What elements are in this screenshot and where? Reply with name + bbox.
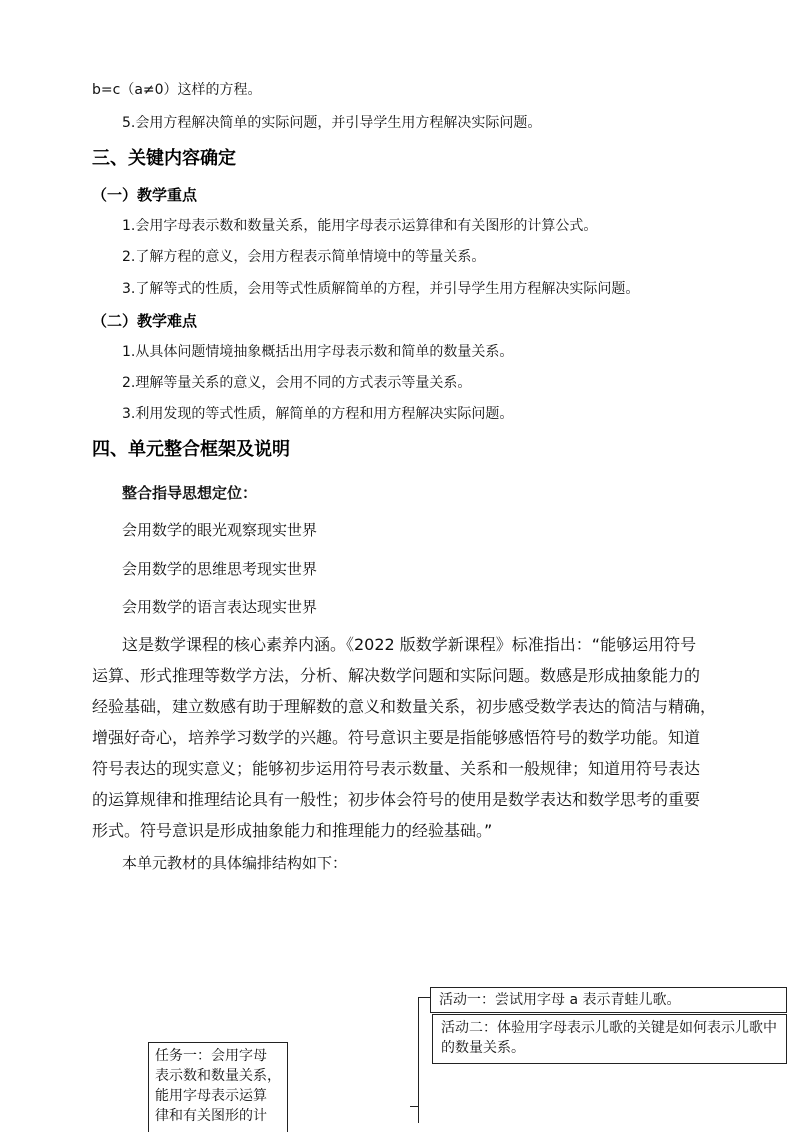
- structure-intro: 本单元教材的具体编排结构如下：: [122, 854, 348, 872]
- key-point-3: 3.了解等式的性质，会用等式性质解简单的方程，并引导学生用方程解决实际问题。: [122, 281, 640, 297]
- task-1-line: 表示数和数量关系，: [155, 1068, 281, 1084]
- guide-item-3: 会用数学的语言表达现实世界: [122, 598, 318, 616]
- task-1-line: 能用字母表示运算: [155, 1088, 267, 1104]
- text-line-equation: b=c（a≠0）这样的方程。: [92, 82, 262, 98]
- difficulty-2: 2.理解等量关系的意义，会用不同的方式表示等量关系。: [122, 375, 472, 391]
- guide-item-2: 会用数学的思维思考现实世界: [122, 560, 318, 578]
- paragraph-line: 符号表达的现实意义；能够初步运用符号表示数量、关系和一般规律；知道用符号表达: [92, 759, 701, 778]
- task-1-line: 任务一：会用字母: [155, 1048, 267, 1064]
- difficulty-3: 3.利用发现的等式性质，解简单的方程和用方程解决实际问题。: [122, 406, 514, 422]
- text-line-item-5: 5.会用方程解决简单的实际问题，并引导学生用方程解决实际问题。: [122, 115, 542, 131]
- activity-2-box: [432, 1014, 787, 1064]
- diagram-bracket: [418, 997, 419, 1123]
- paragraph-line: 形式。符号意识是形成抽象能力和推理能力的经验基础。”: [92, 821, 493, 840]
- section-3-sub1-heading: （一）教学重点: [92, 186, 198, 204]
- difficulty-1: 1.从具体问题情境抽象概括出用字母表示数和简单的数量关系。: [122, 344, 514, 360]
- paragraph-line: 这是数学课程的核心素养内涵。《2022 版数学新课程》标准指出：“能够运用符号: [122, 635, 697, 654]
- paragraph-line: 的运算规律和推理结论具有一般性；初步体会符号的使用是数学表达和数学思考的重要: [92, 790, 701, 809]
- key-point-1: 1.会用字母表示数和数量关系，能用字母表示运算律和有关图形的计算公式。: [122, 218, 598, 234]
- section-3-sub2-heading: （二）教学难点: [92, 312, 198, 330]
- key-point-2: 2.了解方程的意义，会用方程表示简单情境中的等量关系。: [122, 249, 486, 265]
- paragraph-line: 运算、形式推理等数学方法，分析、解决数学问题和实际问题。数感是形成抽象能力的: [92, 666, 701, 685]
- activity-2-line: 的数量关系。: [441, 1040, 525, 1056]
- paragraph-line: 增强好奇心，培养学习数学的兴趣。符号意识主要是指能够感悟符号的数学功能。知道: [92, 728, 701, 747]
- guide-item-1: 会用数学的眼光观察现实世界: [122, 521, 318, 539]
- guide-title: 整合指导思想定位：: [122, 484, 258, 502]
- activity-1-box: 活动一：尝试用字母 a 表示青蛙儿歌。: [430, 987, 787, 1013]
- section-3-heading: 三、关键内容确定: [92, 148, 236, 169]
- bracket-tick-top: [418, 997, 430, 998]
- section-4-heading: 四、单元整合框架及说明: [92, 439, 290, 460]
- activity-2-line: 活动二：体验用字母表示儿歌的关键是如何表示儿歌中: [441, 1020, 777, 1036]
- bracket-connector: [410, 1106, 418, 1107]
- task-1-box: [148, 1042, 288, 1132]
- paragraph-line: 经验基础，建立数感有助于理解数的意义和数量关系，初步感受数学表达的简洁与精确，: [92, 697, 717, 716]
- task-1-line: 律和有关图形的计: [155, 1108, 267, 1124]
